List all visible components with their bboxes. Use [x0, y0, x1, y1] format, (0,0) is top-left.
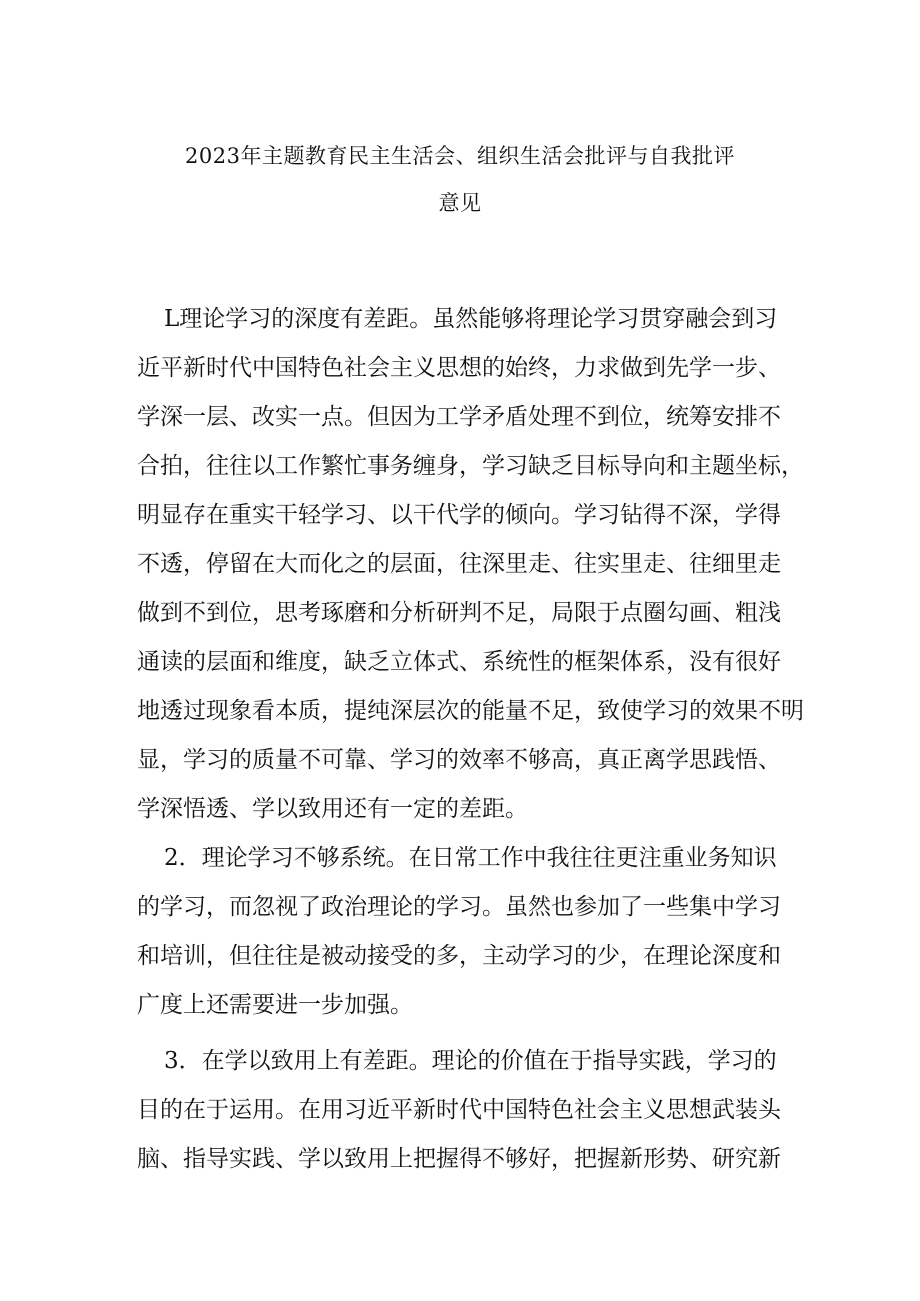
document-title-line-1: 2023年主题教育民主生活会、组织生活会批评与自我批评	[185, 144, 735, 168]
paragraph-line: 脑、指导实践、学以致用上把握得不够好，把握新形势、研究新	[137, 1146, 781, 1172]
paragraph-line: 地透过现象看本质，提纯深层次的能量不足，致使学习的效果不明	[137, 698, 804, 724]
paragraph-line: L理论学习的深度有差距。虽然能够将理论学习贯穿融会到习	[164, 306, 778, 332]
paragraph-line: 显，学习的质量不可靠、学习的效率不够高，真正离学思践悟、	[137, 747, 781, 773]
paragraph-line: 2．理论学习不够系统。在日常工作中我往往更注重业务知识	[164, 845, 777, 871]
paragraph-line: 通读的层面和维度，缺乏立体式、系统性的框架体系，没有很好	[137, 649, 781, 675]
document-title-line-2: 意见	[438, 191, 482, 215]
paragraph-line: 学深悟透、学以致用还有一定的差距。	[137, 796, 528, 822]
paragraph-line: 明显存在重实干轻学习、以干代学的倾向。学习钻得不深，学得	[137, 502, 781, 528]
paragraph-line: 近平新时代中国特色社会主义思想的始终，力求做到先学一步、	[137, 355, 781, 381]
paragraph-line: 3．在学以致用上有差距。理论的价值在于指导实践，学习的	[164, 1048, 777, 1074]
paragraph-line: 目的在于运用。在用习近平新时代中国特色社会主义思想武装头	[137, 1097, 781, 1123]
paragraph-line: 合拍，往往以工作繁忙事务缠身，学习缺乏目标导向和主题坐标，	[137, 453, 804, 479]
paragraph-line: 不透，停留在大而化之的层面，往深里走、往实里走、往细里走	[137, 551, 781, 577]
paragraph-line: 学深一层、改实一点。但因为工学矛盾处理不到位，统筹安排不	[137, 404, 781, 430]
paragraph-line: 的学习，而忽视了政治理论的学习。虽然也参加了一些集中学习	[137, 894, 781, 920]
paragraph-line: 广度上还需要进一步加强。	[137, 992, 413, 1018]
paragraph-line: 和培训，但往往是被动接受的多，主动学习的少，在理论深度和	[137, 943, 781, 969]
paragraph-line: 做到不到位，思考琢磨和分析研判不足，局限于点圈勾画、粗浅	[137, 600, 781, 626]
